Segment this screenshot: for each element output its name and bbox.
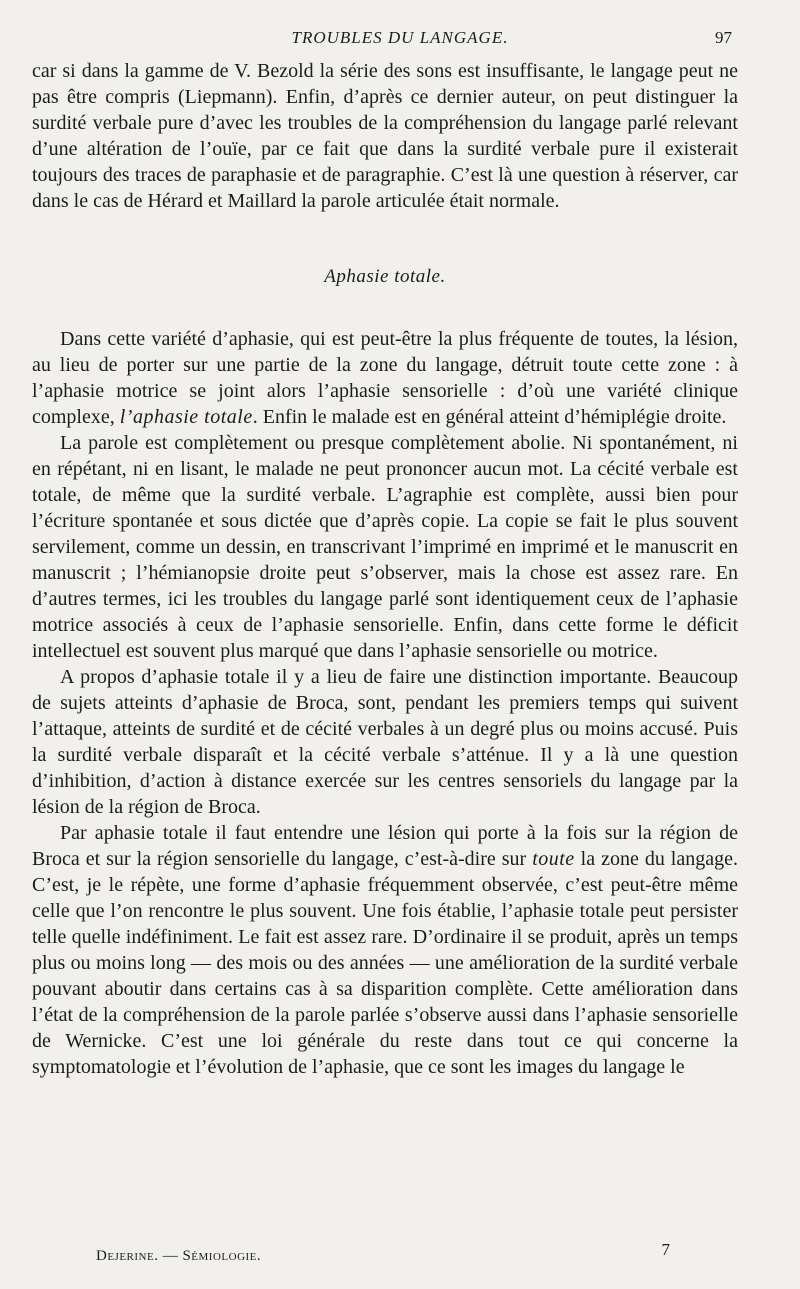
- paragraph-2: La parole est complètement ou presque complètement abolie. Ni spontanément, ni en répétant, ni en lisant, le malade ne peut prononcer aucun mot. La cécité verbale est totale, de même que la surdité verbale. L’agraphie est complète, aussi bien pour l’écriture spontanée et sous dictée que d’après copie. La copie se fait le plus souvent servilement, comme un dessin, en transcrivant l’imprimé en imprimé et le manuscrit en manuscrit ; l’hémianopsie droite peut s’observer, mais la chose est assez rare. En d’autres termes, ici les troubles du langage parlé sont identiquement ceux de l’aphasie motrice associés à ceux de l’aphasie sensorielle. Enfin, dans cette forme le déficit intellectuel est souvent plus marqué que dans l’aphasie sensorielle ou motrice.: [32, 432, 738, 662]
- page-footer: [0, 1240, 800, 1270]
- paragraph-4-text-b: la zone du langage. C’est, je le répète, une forme d’aphasie fréquemment observée, c’est peut-être même celle que l’on rencontre le plus souvent. Une fois établie, l’aphasie totale peut persister telle quelle indéfiniment. Le fait est assez rare. D’ordinaire il se produit, après un temps plus ou moins long — des mois ou des années — une amélioration de la surdité verbale pouvant aboutir dans certains cas à sa disparition complète. Cette amélioration dans l’état de la compréhension de la parole parlée s’observe aussi dans l’aphasie sensorielle de Wernicke. C’est une loi générale du reste dans tout ce qui concerne la symptomatologie et l’évolution de l’aphasie, que ce sont les images du langage le: [32, 848, 738, 1078]
- paragraph-1-text-a: Dans cette variété d’aphasie, qui est peut-être la plus fréquente de toutes, la lésion, au lieu de porter sur une partie de la zone du langage, détruit toute cette zone : à l’aphasie motrice se joint alors l’aphasie sensorielle : d’où une variété clinique complexe,: [32, 328, 738, 428]
- paragraph-4: [32, 820, 738, 1080]
- signature-mark: 7: [661, 1240, 670, 1259]
- paragraph-1-italic: l’aphasie totale: [119, 406, 253, 428]
- continuation-paragraph: car si dans la gamme de V. Bezold la série des sons est insuffisante, le langage peut ne pas être compris (Liepmann). Enfin, d’après ce dernier auteur, on peut distinguer la surdité verbale pure d’avec les troubles de la compréhension du langage parlé relevant d’une altération de l’ouïe, par ce fait que dans la surdité verbale pure il existerait toujours des traces de paraphasie et de paragraphie. C’est là une question à réserver, car dans le cas de Hérard et Maillard la parole articulée était normale.: [32, 60, 738, 212]
- paragraph-4-text-a: Par aphasie totale il faut entendre une lésion qui porte à la fois sur la région de Broca et sur la région sensorielle du langage, c’est-à-dire sur: [32, 822, 738, 870]
- running-title: TROUBLES DU LANGAGE.: [291, 28, 509, 47]
- running-head: [0, 28, 800, 54]
- paragraph-1-text-b: . Enfin le malade est en général atteint d’hémiplégie droite.: [252, 406, 727, 428]
- section-heading: Aphasie totale.: [324, 266, 446, 287]
- paragraph-3: A propos d’aphasie totale il y a lieu de faire une distinction importante. Beaucoup de sujets atteints d’aphasie de Broca, sont, pendant les premiers temps qui suivent l’attaque, atteints de surdité et de cécité verbales à un degré plus ou moins accusé. Puis la surdité verbale disparaît et la cécité verbale s’atténue. Il y a là une question d’inhibition, d’action à distance exercée sur les centres sensoriels du langage par la lésion de la région de Broca.: [32, 666, 738, 818]
- paragraph-1: [32, 326, 738, 430]
- page-number: 97: [715, 28, 732, 47]
- paragraph-4-italic: toute: [532, 848, 575, 870]
- body-text: [32, 58, 738, 1080]
- footer-author: Dejerine. — Sémiologie.: [96, 1248, 262, 1264]
